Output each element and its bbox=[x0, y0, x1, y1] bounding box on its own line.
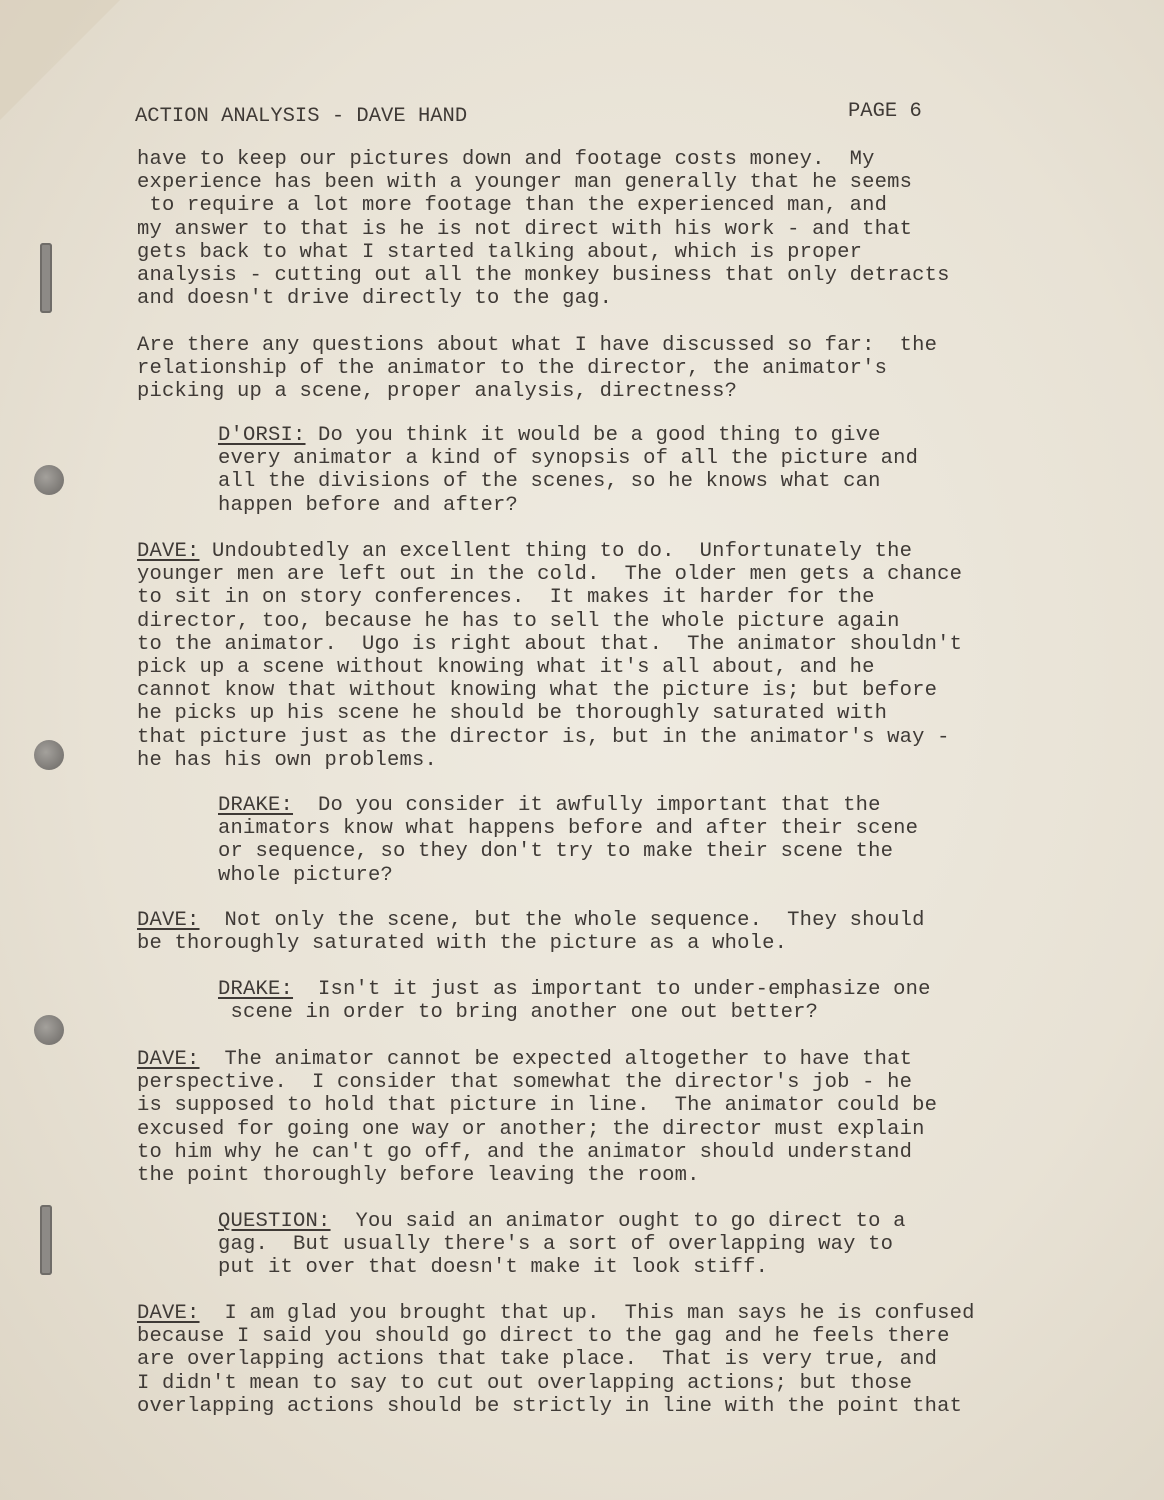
answer-dave-4-text: I am glad you brought that up. This man says he is confused because I said you should go direct to the gag and he feels there are overlapping actions that take place. That is very true, and I didn't mean to say to cut out overlapping actions; but those overlapping actions should be strictly in line with the point that bbox=[137, 1302, 975, 1418]
answer-dave-1 bbox=[137, 540, 962, 772]
folded-corner bbox=[0, 0, 120, 120]
paragraph-intro: have to keep our pictures down and footage costs money. My experience has been with a younger man generally that he seems to require a lot more footage than the experienced man, and my answer to that is he is not direct with his work - and that gets back to what I started talking about, which is proper analysis - cutting out all the monkey business that only detracts and doesn't drive directly to the gag. bbox=[137, 148, 950, 311]
question-drake-1 bbox=[218, 794, 918, 887]
speaker-drake: DRAKE: bbox=[218, 794, 294, 817]
binder-slot-top bbox=[40, 243, 52, 313]
question-dorsi bbox=[218, 424, 918, 517]
speaker-drake: DRAKE: bbox=[218, 978, 294, 1001]
punch-hole-2 bbox=[34, 740, 64, 770]
speaker-question: QUESTION: bbox=[218, 1210, 331, 1233]
answer-dave-2 bbox=[137, 909, 925, 955]
answer-dave-1-text: Undoubtedly an excellent thing to do. Unfortunately the younger men are left out in the cold. The older men gets a chance to sit in on story conferences. It makes it harder for the director, too, because he has to sell the whole picture again to the animator. Ugo is right about that. The animator shouldn't pick up a scene without knowing what it's all about, and he cannot know that without knowing what the picture is; but before he picks up his scene he should be thoroughly saturated with that picture just as the director is, but in the animator's way - he has his own problems. bbox=[137, 540, 963, 772]
document-title: ACTION ANALYSIS - DAVE HAND bbox=[135, 105, 468, 128]
paragraph-questions: Are there any questions about what I have discussed so far: the relationship of the animator to the director, the animator's picking up a scene, proper analysis, directness? bbox=[137, 334, 938, 404]
speaker-dave: DAVE: bbox=[137, 1302, 200, 1325]
speaker-dave: DAVE: bbox=[137, 1048, 200, 1071]
question-general bbox=[218, 1210, 906, 1280]
question-dorsi-text: Do you think it would be a good thing to give every animator a kind of synopsis of all the picture and all the divisions of the scenes, so he knows what can happen before and after? bbox=[218, 424, 919, 517]
question-drake-2-text: Isn't it just as important to under-emphasize one scene in order to bring another one out better? bbox=[230, 978, 931, 1025]
answer-dave-3-text: The animator cannot be expected altogether to have that perspective. I consider that somewhat the director's job - he is supposed to hold that picture in line. The animator could be excused for going one way or another; the director must explain to him why he can't go off, and the animator should understand the point thoroughly before leaving the room. bbox=[137, 1048, 938, 1188]
answer-dave-2-text: Not only the scene, but the whole sequence. They should be thoroughly saturated with the picture as a whole. bbox=[137, 909, 925, 956]
question-drake-1-text: Do you consider it awfully important that the animators know what happens before and after their scene or sequence, so they don't try to make their scene the whole picture? bbox=[218, 794, 919, 887]
question-general-text: You said an animator ought to go direct to a gag. But usually there's a sort of overlapping way to put it over that doesn't make it look stiff. bbox=[218, 1210, 906, 1280]
punch-hole-3 bbox=[34, 1015, 64, 1045]
answer-dave-4 bbox=[137, 1302, 975, 1418]
answer-dave-3 bbox=[137, 1048, 937, 1187]
speaker-dorsi: D'ORSI: bbox=[218, 424, 306, 447]
page-number: PAGE 6 bbox=[848, 100, 922, 123]
punch-hole-1 bbox=[34, 465, 64, 495]
question-drake-2 bbox=[218, 978, 931, 1024]
binder-slot-bottom bbox=[40, 1205, 52, 1275]
speaker-dave: DAVE: bbox=[137, 540, 200, 563]
speaker-dave: DAVE: bbox=[137, 909, 200, 932]
